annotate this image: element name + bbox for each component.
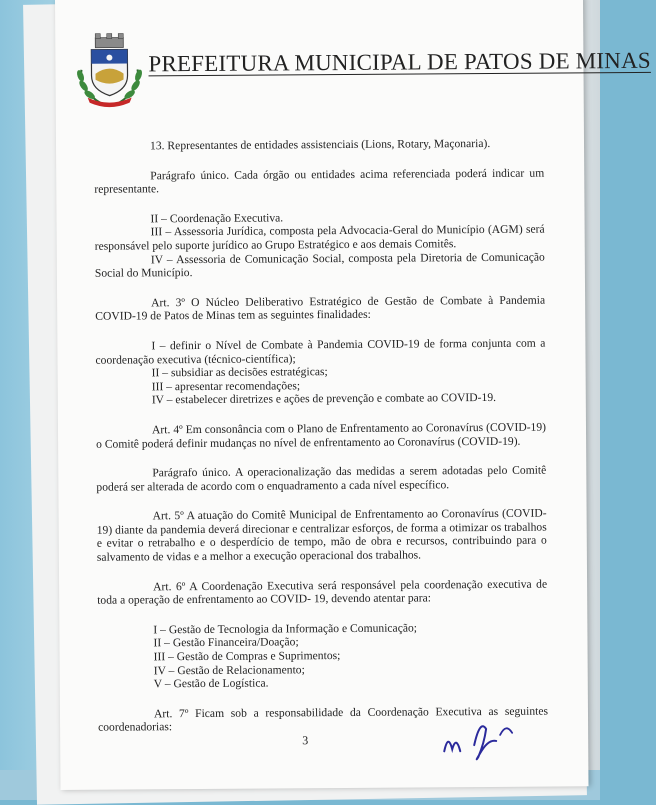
list2-item: V – Gestão de Logística. [153,676,269,691]
list1-item: III – apresentar recomendações; [151,379,301,394]
list2-item: III – Gestão de Compras e Suprimentos; [153,649,341,664]
paragraph-unico-2: Parágrafo único. A operacionalização das medidas a serem adotadas pelo Comitê poderá ser alterada de acordo com o enquadramento a cada nível específico. [96,463,547,494]
header-title: PREFEITURA MUNICIPAL DE PATOS DE MINAS [148,47,651,77]
handwritten-signature [440,709,540,765]
document-page [55,0,651,790]
paragraph-unico-1: Parágrafo único. Cada órgão ou entidades acima referenciada poderá indicar um representante. [94,166,545,196]
list2-item: I – Gestão de Tecnologia da Informação e Comunicação; [153,621,418,637]
list1-item: II – subsidiar as decisões estratégicas; [151,365,328,380]
letterhead [73,26,651,109]
article-7: Art. 7º Ficam sob a responsabilidade da Coordenação Executiva as seguintes coordenadorias: [98,704,549,735]
document-body [94,137,548,735]
article-3: Art. 3º O Núcleo Deliberativo Estratégico de Gestão de Combate à Pandemia COVID-19 de Patos de Minas tem as seguintes finalidades: [95,293,546,324]
item-iv: IV – Assessoria de Comunicação Social, composta pela Diretoria de Comunicação Social do Município. [94,250,545,280]
article-5: Art. 5º A atuação do Comitê Municipal de Enfrentamento ao Coronavírus (COVID-19) diante da pandemia deverá direcionar e centralizar esforços, de forma a otimizar os trabalhos e evitar o retrabalho e o desperdício de tempo, mão de obra e recursos, contribuindo para o salvamento de vidas e a melhor a execução operacional dos trabalhos. [96,506,547,564]
list1-item: IV – estabelecer diretrizes e ações de prevenção e combate ao COVID-19. [151,391,497,407]
list2-item: II – Gestão Financeira/Doação; [153,635,299,650]
list1-item: I – definir o Nível de Combate à Pandemia COVID-19 de forma conjunta com a coordenação executiva (técnico-científica); [95,336,546,367]
item-iii: III – Assessoria Jurídica, composta pela Advocacia-Geral do Município (AGM) será responsável pelo suporte jurídico ao Grupo Estratégico e aos demais Comitês. [94,222,545,253]
item-ii: II – Coordenação Executiva. [150,211,284,226]
page-number: 3 [302,733,309,748]
article-6: Art. 6º A Coordenação Executiva será responsável pela coordenação executiva de toda a operação de enfrentamento ao COVID- 19, devendo atentar para: [97,577,548,607]
coat-of-arms-icon [73,29,146,108]
list2-item: IV – Gestão de Relacionamento; [153,662,305,677]
article-4: Art. 4º Em consonância com o Plano de Enfrentamento ao Coronavírus (COVID-19) o Comitê poderá definir mudanças no nível de enfrentamento ao Coronavírus (COVID-19). [96,420,547,451]
item-13: 13. Representantes de entidades assistenciais (Lions, Rotary, Maçonaria). [149,136,491,153]
